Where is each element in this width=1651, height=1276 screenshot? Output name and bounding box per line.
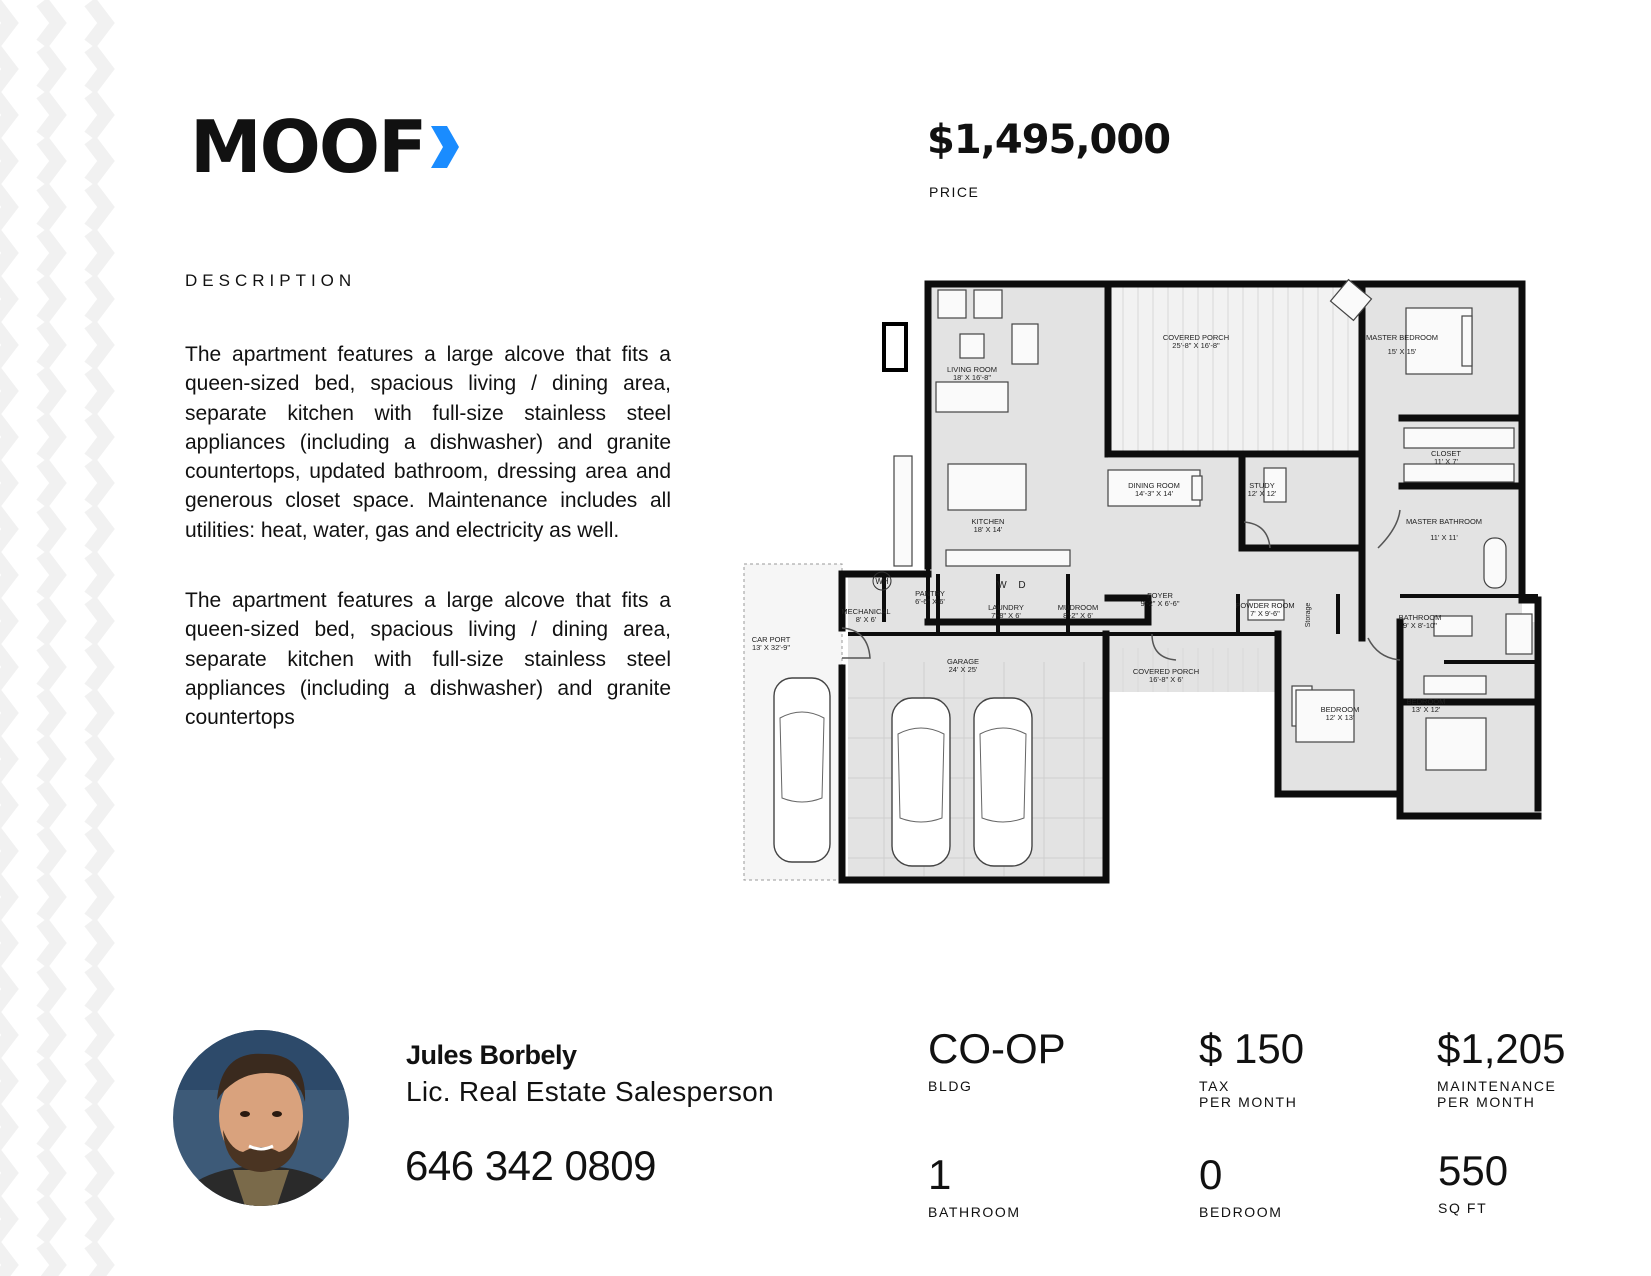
brand-logo [190, 105, 461, 189]
storage-tag: Storage [1305, 602, 1312, 628]
room-size: 7' X 9'-6" [1250, 609, 1280, 618]
room-label: BEDROOM [1406, 697, 1446, 706]
room-size: 9'-2" X 6'-6" [1140, 599, 1180, 608]
description-heading: DESCRIPTION [185, 271, 357, 290]
price-value: $1,495,000 [927, 117, 1171, 163]
room-size: 12' X 12' [1247, 489, 1277, 498]
room-size: 8'-2" X 6' [1063, 611, 1093, 620]
room-label: BATHROOM [1398, 613, 1442, 622]
avatar [173, 1030, 349, 1206]
room-size: 11' X 7' [1434, 457, 1458, 466]
room-size: 18' X 16'-8" [952, 373, 992, 382]
stat-square-feet [1438, 1148, 1508, 1216]
stat-label: MAINTENANCE PER MONTH [1437, 1078, 1557, 1110]
room-size: 16'-8" X 6' [1149, 675, 1183, 684]
room-size: 15' X 15' [1387, 347, 1417, 356]
room-size: 18' X 14' [973, 525, 1003, 534]
stat-label: TAX PER MONTH [1199, 1078, 1298, 1110]
washer-tag: W [997, 580, 1007, 591]
stat-value: 1 [928, 1151, 952, 1198]
room-size: 9' X 8'-10" [1403, 621, 1437, 630]
stat-label: SQ FT [1438, 1200, 1488, 1216]
room-size: 11' X 11' [1430, 533, 1458, 542]
room-size: 8' X 6' [855, 615, 877, 624]
description-paragraph: The apartment features a large alcove that fits a queen-sized bed, spacious living / dining area, separate kitchen with full-size stainless steel appliances (including a dishwasher) and granite countertops [185, 589, 671, 730]
description-paragraph: The apartment features a large alcove that fits a queen-sized bed, spacious living / dining area, separate kitchen with full-size stainless steel appliances (including a dishwasher) and granite countertops, updated bathroom, dressing area and generous closet space. Maintenance includes all utilities: heat, water, gas and electricity as well. [185, 343, 671, 542]
room-label: MASTER BATHROOM [1405, 517, 1483, 526]
price-label: PRICE [929, 184, 980, 200]
dryer-tag: D [1018, 580, 1026, 591]
room-label: GARAGE [946, 657, 980, 666]
stat-bathroom [928, 1152, 1021, 1220]
stat-value: 550 [1438, 1147, 1509, 1194]
room-label: COVERED PORCH [1162, 333, 1230, 342]
agent-photo [173, 1030, 349, 1206]
room-size: 6'-6" X 6' [915, 597, 945, 606]
stat-building-type [928, 1026, 1066, 1094]
stat-value: CO-OP [928, 1025, 1066, 1072]
room-size: 13' X 32'-9" [751, 643, 791, 652]
room-label: DINING ROOM [1128, 481, 1180, 490]
stat-maintenance [1437, 1026, 1565, 1110]
room-label: MUDROOM [1057, 603, 1099, 612]
room-size: 24' X 25' [948, 665, 978, 674]
stat-value: 0 [1199, 1151, 1223, 1198]
floor-plan [738, 278, 1578, 930]
room-label: LAUNDRY [988, 603, 1024, 612]
water-heater-tag: WH [875, 577, 889, 586]
room-label: MECHANICAL [841, 607, 891, 616]
room-label: KITCHEN [971, 517, 1005, 526]
chevron-pattern [0, 0, 120, 1276]
brand-name: MOOF [190, 105, 426, 189]
room-label: CAR PORT [751, 635, 791, 644]
stat-label: BLDG [928, 1078, 973, 1094]
room-label: MASTER BEDROOM [1365, 333, 1439, 342]
room-label: PANTRY [915, 589, 945, 598]
room-size: 12' X 13' [1325, 713, 1355, 722]
room-size: 25'-8" X 16'-8" [1172, 341, 1220, 350]
stat-label: BEDROOM [1199, 1204, 1283, 1220]
agent-phone[interactable]: 646 342 0809 [405, 1142, 656, 1189]
agent-title: Lic. Real Estate Salesperson [406, 1076, 774, 1107]
room-label: CLOSET [1430, 449, 1462, 458]
room-size: 7'-8" X 6' [991, 611, 1021, 620]
room-label: STUDY [1249, 481, 1275, 490]
room-size: 13' X 12' [1411, 705, 1441, 714]
room-label: LIVING ROOM [946, 365, 998, 374]
chevron-right-icon [427, 124, 461, 170]
stat-value: $1,205 [1437, 1025, 1566, 1072]
room-size: 14'-3" X 14' [1134, 489, 1174, 498]
room-label: BEDROOM [1320, 705, 1360, 714]
stat-value: $ 150 [1199, 1025, 1305, 1072]
room-label: FOYER [1147, 591, 1173, 600]
room-label: COVERED PORCH [1132, 667, 1200, 676]
stat-label: BATHROOM [928, 1204, 1021, 1220]
agent-name: Jules Borbely [406, 1040, 577, 1070]
room-label: POWDER ROOM [1235, 601, 1295, 610]
stat-bedroom [1199, 1152, 1283, 1220]
stat-tax [1199, 1026, 1304, 1110]
